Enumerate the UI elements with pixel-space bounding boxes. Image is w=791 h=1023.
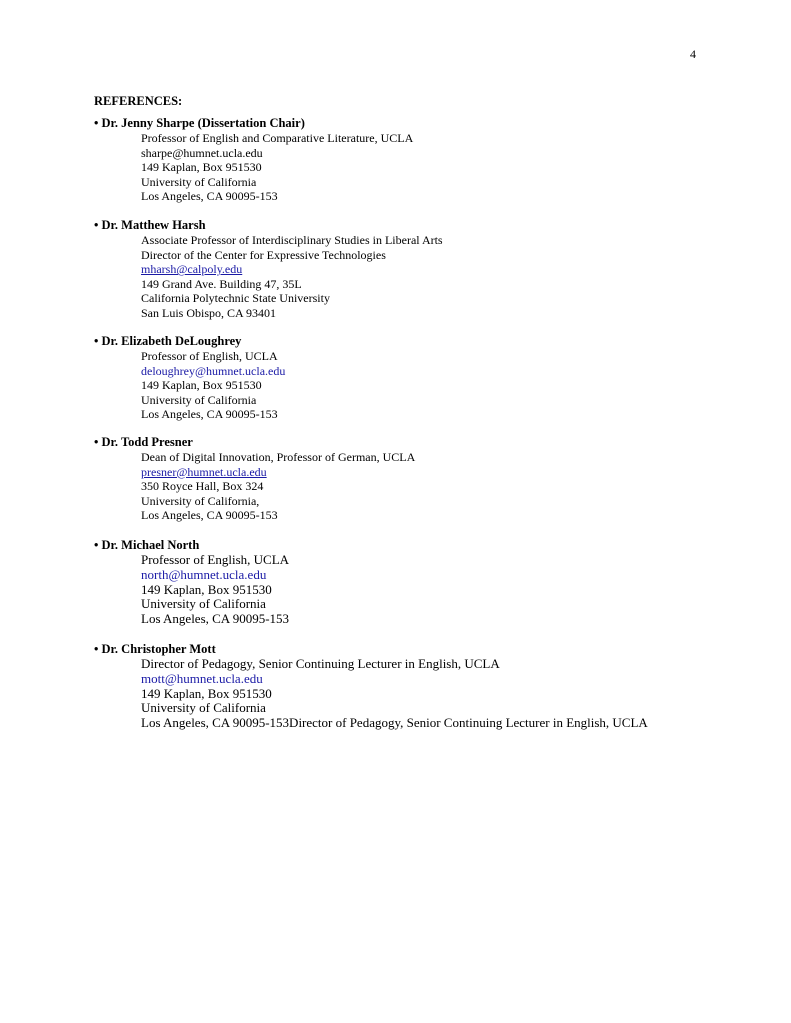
reference-details xyxy=(94,349,285,422)
reference-detail-line: Dean of Digital Innovation, Professor of German, UCLA xyxy=(141,450,416,464)
reference-detail-line: Associate Professor of Interdisciplinary Studies in Liberal Arts xyxy=(141,233,443,247)
reference-entry xyxy=(94,334,285,422)
reference-entry xyxy=(94,116,413,204)
reference-name: • Dr. Christopher Mott xyxy=(94,642,216,656)
reference-entry xyxy=(94,218,443,321)
reference-detail-line: Los Angeles, CA 90095-153 xyxy=(141,611,290,627)
email-address: deloughrey@humnet.ucla.edu xyxy=(141,363,286,378)
reference-detail-line: 350 Royce Hall, Box 324 xyxy=(141,479,264,494)
reference-detail-line: California Polytechnic State University xyxy=(141,291,330,306)
reference-name: • Dr. Matthew Harsh xyxy=(94,218,206,232)
reference-detail-line: Professor of English, UCLA xyxy=(141,349,278,363)
reference-detail-line: University of California, xyxy=(141,493,260,508)
reference-entry xyxy=(94,435,415,523)
reference-detail-line: University of California xyxy=(141,596,266,612)
reference-name: • Dr. Todd Presner xyxy=(94,435,193,449)
references-heading: REFERENCES: xyxy=(94,94,183,108)
reference-detail-line: 149 Grand Ave. Building 47, 35L xyxy=(141,276,302,291)
reference-detail-line: Los Angeles, CA 90095-153 xyxy=(141,508,278,523)
email-address: north@humnet.ucla.edu xyxy=(141,566,267,582)
reference-detail-line: Los Angeles, CA 90095-153 xyxy=(141,407,278,422)
reference-detail-line: 149 Kaplan, Box 951530 xyxy=(141,378,262,393)
reference-detail-line: Professor of English and Comparative Literature, UCLA xyxy=(141,131,414,145)
reference-detail-line: 149 Kaplan, Box 951530 xyxy=(141,160,262,175)
page-number: 4 xyxy=(690,47,696,61)
reference-name: • Dr. Elizabeth DeLoughrey xyxy=(94,334,242,348)
reference-details xyxy=(94,657,648,731)
email-address: sharpe@humnet.ucla.edu xyxy=(141,145,263,160)
reference-detail-line: University of California xyxy=(141,700,266,716)
reference-detail-line: Professor of English, UCLA xyxy=(141,552,290,567)
reference-detail-line: 149 Kaplan, Box 951530 xyxy=(141,581,272,597)
email-link[interactable]: mharsh@calpoly.edu xyxy=(141,262,243,277)
reference-detail-line: Director of the Center for Expressive Technologies xyxy=(141,247,386,262)
reference-entry xyxy=(94,538,289,627)
reference-detail-line: University of California xyxy=(141,392,257,407)
reference-detail-line: University of California xyxy=(141,174,257,189)
reference-details xyxy=(94,553,289,627)
reference-detail-line: Director of Pedagogy, Senior Continuing Lecturer in English, UCLA xyxy=(141,656,500,671)
reference-details xyxy=(94,233,443,321)
email-link[interactable]: presner@humnet.ucla.edu xyxy=(141,464,267,479)
reference-detail-line: Los Angeles, CA 90095-153Director of Pedagogy, Senior Continuing Lecturer in English, UCLA xyxy=(141,715,648,731)
reference-detail-line: Los Angeles, CA 90095-153 xyxy=(141,189,278,204)
reference-detail-line: San Luis Obispo, CA 93401 xyxy=(141,305,277,320)
reference-details xyxy=(94,131,413,204)
reference-details xyxy=(94,450,415,523)
reference-name: • Dr. Michael North xyxy=(94,538,200,552)
email-address: mott@humnet.ucla.edu xyxy=(141,670,263,686)
reference-entry xyxy=(94,642,648,731)
reference-name: • Dr. Jenny Sharpe (Dissertation Chair) xyxy=(94,116,305,130)
reference-detail-line: 149 Kaplan, Box 951530 xyxy=(141,685,272,701)
